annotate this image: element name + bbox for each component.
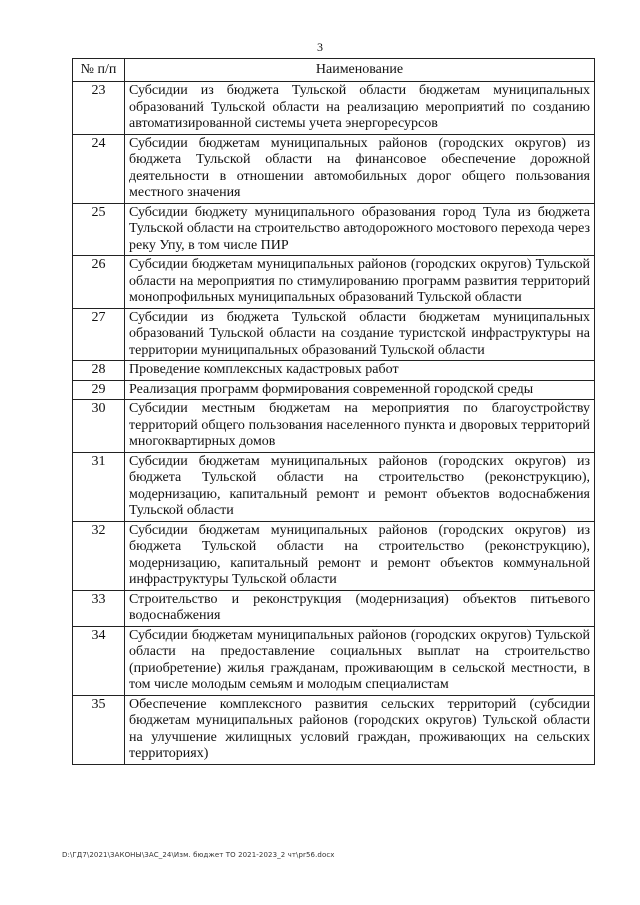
row-number: 26	[73, 256, 125, 309]
row-name: Субсидии бюджетам муниципальных районов (городских округов) из бюджета Тульской области на строительство (реконструкцию), модернизацию, капитальный ремонт и ремонт объектов водоснабжения Тульской области	[125, 452, 595, 521]
row-number: 30	[73, 400, 125, 453]
header-name: Наименование	[125, 59, 595, 82]
table-row	[73, 361, 595, 381]
row-name: Реализация программ формирования современной городской среды	[125, 380, 595, 400]
table-header-row	[73, 59, 595, 82]
row-number: 34	[73, 626, 125, 695]
row-name: Субсидии бюджету муниципального образования город Тула из бюджета Тульской области на строительство автодорожного мостового перехода через реку Упу, в том числе ПИР	[125, 203, 595, 256]
row-number: 35	[73, 695, 125, 764]
row-number: 23	[73, 82, 125, 135]
table-row	[73, 380, 595, 400]
table-row	[73, 695, 595, 764]
row-name: Строительство и реконструкция (модернизация) объектов питьевого водоснабжения	[125, 590, 595, 626]
row-number: 31	[73, 452, 125, 521]
row-name: Субсидии бюджетам муниципальных районов (городских округов) из бюджета Тульской области на строительство (реконструкцию), модернизацию, капитальный ремонт и ремонт объектов коммунальной инфраструктуры Тульской области	[125, 521, 595, 590]
table-row	[73, 626, 595, 695]
row-number: 33	[73, 590, 125, 626]
row-name: Субсидии из бюджета Тульской области бюджетам муниципальных образований Тульской области на реализацию мероприятий по созданию автоматизированной системы учета энергоресурсов	[125, 82, 595, 135]
row-name: Субсидии бюджетам муниципальных районов (городских округов) Тульской области на мероприятия по стимулированию программ развития территорий монопрофильных муниципальных образований Тульской области	[125, 256, 595, 309]
table-row	[73, 308, 595, 361]
file-path-footer: D:\ГД7\2021\ЗАКОНЫ\ЗАС_24\Изм. бюджет ТО 2021-2023_2 чт\pr56.docx	[62, 851, 335, 859]
row-name: Субсидии бюджетам муниципальных районов (городских округов) Тульской области на предоставление социальных выплат на строительство (приобретение) жилья гражданам, проживающим в сельской местности, в том числе молодым семьям и молодым специалистам	[125, 626, 595, 695]
row-number: 27	[73, 308, 125, 361]
row-number: 28	[73, 361, 125, 381]
header-number: № п/п	[73, 59, 125, 82]
table-row	[73, 134, 595, 203]
table-row	[73, 203, 595, 256]
row-name: Проведение комплексных кадастровых работ	[125, 361, 595, 381]
row-number: 29	[73, 380, 125, 400]
row-name: Субсидии местным бюджетам на мероприятия по благоустройству территорий общего пользования населенного пункта и дворовых территорий многоквартирных домов	[125, 400, 595, 453]
table-row	[73, 452, 595, 521]
table-row	[73, 400, 595, 453]
table-row	[73, 590, 595, 626]
row-number: 32	[73, 521, 125, 590]
table-row	[73, 256, 595, 309]
table-row	[73, 82, 595, 135]
budget-table	[72, 58, 595, 765]
table-body	[73, 82, 595, 765]
row-name: Обеспечение комплексного развития сельских территорий (субсидии бюджетам муниципальных районов (городских округов) Тульской области на улучшение жилищных условий граждан, проживающих на сельских территориях)	[125, 695, 595, 764]
page-number: 3	[317, 40, 323, 54]
row-name: Субсидии бюджетам муниципальных районов (городских округов) из бюджета Тульской области на финансовое обеспечение дорожной деятельности в отношении автомобильных дорог общего пользования местного значения	[125, 134, 595, 203]
row-number: 25	[73, 203, 125, 256]
row-name: Субсидии из бюджета Тульской области бюджетам муниципальных образований Тульской области на создание туристской инфраструктуры на территории муниципальных образований Тульской области	[125, 308, 595, 361]
table-row	[73, 521, 595, 590]
row-number: 24	[73, 134, 125, 203]
